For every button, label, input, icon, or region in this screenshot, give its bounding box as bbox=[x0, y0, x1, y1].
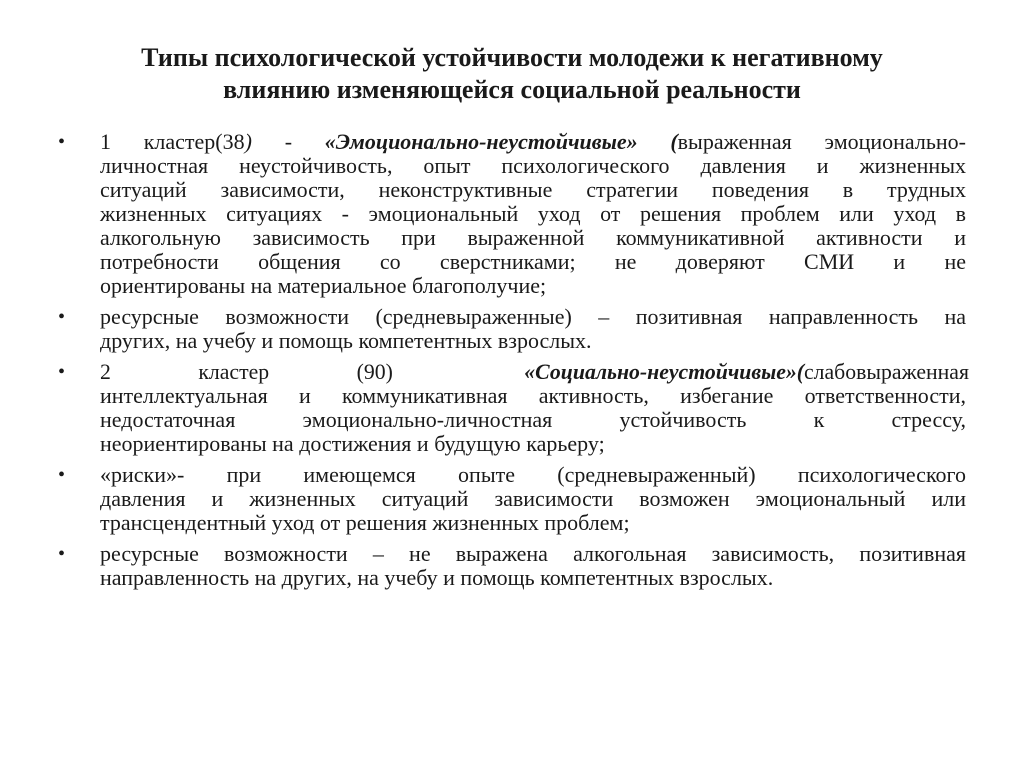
item-line: алкогольную зависимость при выраженной коммуникативной активности и bbox=[100, 225, 966, 250]
cluster-name: «Эмоционально-неустойчивые» ( bbox=[324, 129, 678, 154]
item-line: других, на учебу и помощь компетентных взрослых. bbox=[100, 328, 592, 353]
list-item-resources-2 bbox=[58, 542, 966, 590]
item-text: слабовыраженная bbox=[804, 360, 969, 384]
bullet-icon: • bbox=[58, 543, 66, 565]
title-line-2: влиянию изменяющейся социальной реальности bbox=[223, 75, 801, 104]
item-line: ресурсные возможности – не выражена алкогольная зависимость, позитивная bbox=[100, 541, 966, 566]
item-line: ресурсные возможности (средневыраженные) – позитивная направленность на bbox=[100, 304, 966, 329]
cluster-lead-italic: ) - bbox=[244, 129, 325, 154]
title-line-1: Типы психологической устойчивости молодежи к негативному bbox=[141, 43, 883, 72]
item-line: ориентированы на материальное благополучие; bbox=[100, 273, 547, 298]
item-line: «риски»- при имеющемся опыте (средневыраженный) психологического bbox=[100, 462, 966, 487]
cluster-lead: 1 кластер(38 bbox=[100, 129, 245, 154]
bullet-icon: • bbox=[58, 361, 66, 383]
item-line: ситуаций зависимости, неконструктивные стратегии поведения в трудных bbox=[100, 177, 966, 202]
bullet-icon: • bbox=[58, 306, 66, 328]
item-line: жизненных ситуациях - эмоциональный уход от решения проблем или уход в bbox=[100, 201, 966, 226]
item-text: выраженная эмоционально- bbox=[677, 129, 966, 154]
list-item-resources-1 bbox=[58, 305, 966, 353]
item-line: давления и жизненных ситуаций зависимости возможен эмоциональный или bbox=[100, 486, 966, 511]
item-line bbox=[100, 130, 966, 154]
list-item-cluster-2 bbox=[58, 360, 969, 456]
slide-title bbox=[60, 42, 964, 106]
list-item-risks bbox=[58, 463, 966, 535]
item-line: потребности общения со сверстниками; не доверяют СМИ и не bbox=[100, 249, 966, 274]
list-item-cluster-1 bbox=[58, 130, 966, 298]
cluster-lead: 2 кластер (90) bbox=[100, 360, 481, 384]
bullet-icon: • bbox=[58, 131, 66, 153]
item-line: личностная неустойчивость, опыт психологического давления и жизненных bbox=[100, 153, 966, 178]
item-line: направленность на других, на учебу и помощь компетентных взрослых. bbox=[100, 565, 774, 590]
item-line: трансцендентный уход от решения жизненных проблем; bbox=[100, 510, 630, 535]
item-line: интеллектуальная и коммуникативная активность, избегание ответственности, bbox=[100, 383, 966, 408]
cluster-name: «Социально-неустойчивые»( bbox=[524, 360, 804, 384]
bullet-list bbox=[58, 129, 969, 597]
item-line bbox=[100, 360, 969, 384]
item-line: недостаточная эмоционально-личностная устойчивость к стрессу, bbox=[100, 407, 966, 432]
item-line: неориентированы на достижения и будущую карьеру; bbox=[100, 431, 605, 456]
bullet-icon: • bbox=[58, 464, 66, 486]
